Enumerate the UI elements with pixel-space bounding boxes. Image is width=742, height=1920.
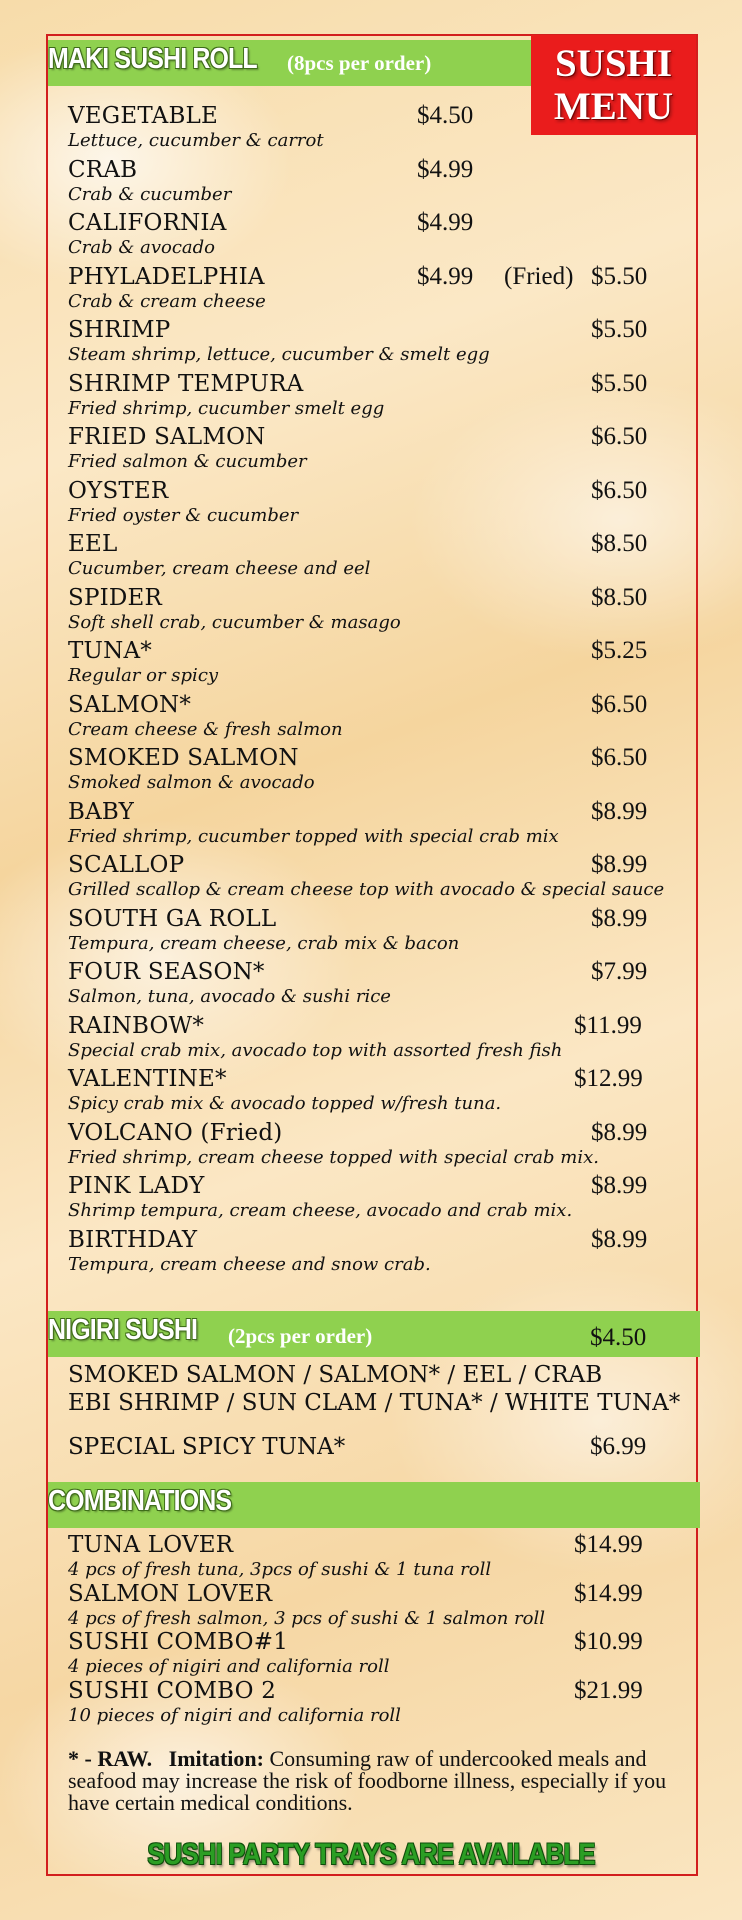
item-price: $6.50: [591, 423, 648, 450]
menu-item: [68, 262, 688, 316]
menu-item: [68, 1171, 688, 1225]
menu-item: [68, 476, 688, 530]
item-description: Shrimp tempura, cream cheese, avocado and crab mix.: [68, 1200, 573, 1221]
item-price: $6.50: [591, 744, 648, 771]
item-price: $8.99: [591, 1118, 648, 1146]
menu-item: [68, 1064, 688, 1118]
item-description: Tempura, cream cheese and snow crab.: [68, 1253, 431, 1275]
item-name: PINK LADY: [68, 1173, 205, 1199]
item-price: $6.50: [591, 476, 648, 504]
menu-item: [68, 690, 688, 744]
item-price: $8.50: [591, 530, 648, 557]
item-price: $10.99: [574, 1628, 643, 1655]
item-price: $4.50: [417, 102, 474, 129]
menu-item: [68, 904, 688, 958]
menu-item: [68, 636, 688, 690]
item-price: $14.99: [574, 1531, 643, 1558]
item-name: BABY: [68, 798, 134, 825]
item-price: $5.25: [591, 637, 648, 664]
nigiri-title: NIGIRI SUSHI: [48, 1314, 198, 1346]
imitation-label: Imitation:: [168, 1746, 264, 1771]
item-description: Smoked salmon & avocado: [68, 772, 315, 793]
item-description: 4 pieces of nigiri and california roll: [68, 1656, 390, 1677]
item-description: Spicy crab mix & avocado topped w/fresh tuna.: [68, 1093, 502, 1114]
item-alt-label: (Fried): [504, 262, 574, 290]
item-price: $8.99: [591, 851, 648, 878]
item-price: $5.50: [591, 316, 648, 343]
item-description: Fried oyster & cucumber: [68, 504, 299, 526]
item-price: $4.99: [417, 262, 474, 290]
menu-item: [68, 1225, 688, 1279]
item-name: CRAB: [68, 156, 138, 183]
item-price: $8.50: [591, 583, 648, 611]
menu-item: [68, 1011, 688, 1065]
item-description: 4 pcs of fresh salmon, 3 pcs of sushi & 1 salmon roll: [68, 1607, 546, 1629]
menu-item: [68, 208, 688, 262]
item-price: $4.99: [417, 155, 474, 183]
item-name: TUNA LOVER: [68, 1532, 234, 1558]
menu-item: [68, 1627, 688, 1681]
item-price: $8.99: [591, 797, 648, 825]
item-price: $5.50: [591, 369, 648, 397]
item-description: Regular or spicy: [68, 665, 219, 686]
menu-item: [68, 529, 688, 583]
item-alt-price: $5.50: [591, 262, 648, 290]
item-name: SALMON*: [68, 691, 192, 718]
item-description: Fried shrimp, cream cheese topped with special crab mix.: [68, 1146, 599, 1168]
disclaimer-text: Consuming raw of undercooked meals and seafood may increase the risk of foodborne illness, especially if you have certain medical conditions.: [68, 1746, 667, 1815]
item-price: $6.50: [591, 690, 648, 718]
item-price: $8.99: [591, 1172, 648, 1199]
item-description: 4 pcs of fresh tuna, 3pcs of sushi & 1 tuna roll: [68, 1559, 492, 1580]
item-price: $21.99: [574, 1676, 643, 1704]
item-description: Grilled scallop & cream cheese top with avocado & special sauce: [68, 879, 665, 900]
menu-item: [68, 850, 688, 904]
menu-item: [68, 315, 688, 369]
item-name: SOUTH GA ROLL: [68, 905, 277, 932]
item-price: $11.99: [574, 1011, 642, 1039]
item-description: 10 pieces of nigiri and california roll: [68, 1704, 401, 1726]
item-name: RAINBOW*: [68, 1012, 205, 1039]
item-name: TUNA*: [68, 638, 152, 664]
menu-item: [68, 1676, 688, 1730]
item-name: SMOKED SALMON: [68, 745, 299, 771]
item-name: SALMON LOVER: [68, 1580, 273, 1607]
party-trays-banner: SUSHI PARTY TRAYS ARE AVAILABLE: [147, 1838, 595, 1871]
special-spicy-tuna-price: $6.99: [590, 1433, 647, 1460]
item-description: Fried shrimp, cucumber smelt egg: [68, 397, 385, 419]
item-name: BIRTHDAY: [68, 1226, 198, 1253]
item-name: SPIDER: [68, 584, 163, 611]
maki-subtitle: (8pcs per order): [287, 51, 432, 75]
raw-disclaimer: [68, 1748, 688, 1814]
item-description: Crab & cucumber: [68, 183, 232, 205]
raw-label: * - RAW.: [68, 1746, 153, 1771]
item-name: VALENTINE*: [68, 1066, 227, 1092]
item-name: OYSTER: [68, 477, 169, 504]
nigiri-price: $4.50: [590, 1324, 647, 1351]
nigiri-line1: SMOKED SALMON / SALMON* / EEL / CRAB: [68, 1362, 603, 1388]
item-name: SHRIMP TEMPURA: [68, 370, 304, 397]
item-price: $12.99: [574, 1065, 643, 1092]
item-description: Lettuce, cucumber & carrot: [68, 130, 324, 151]
item-name: EEL: [68, 531, 118, 557]
menu-item: [68, 101, 688, 155]
special-spicy-tuna-name: SPECIAL SPICY TUNA*: [68, 1434, 346, 1460]
item-name: SUSHI COMBO 2: [68, 1677, 277, 1704]
item-name: VEGETABLE: [68, 103, 219, 129]
item-name: FOUR SEASON*: [68, 959, 265, 985]
item-price: $8.99: [591, 904, 648, 932]
item-description: Cream cheese & fresh salmon: [68, 718, 343, 740]
item-description: Fried shrimp, cucumber topped with special crab mix: [68, 825, 559, 847]
item-description: Soft shell crab, cucumber & masago: [68, 611, 401, 633]
item-name: CALIFORNIA: [68, 210, 227, 236]
menu-item: [68, 957, 688, 1011]
item-name: FRIED SALMON: [68, 424, 266, 450]
combinations-title: COMBINATIONS: [48, 1485, 232, 1517]
menu-item: [68, 797, 688, 851]
nigiri-line2: EBI SHRIMP / SUN CLAM / TUNA* / WHITE TUNA*: [68, 1390, 681, 1416]
menu-item: [68, 1530, 688, 1584]
menu-item: [68, 1118, 688, 1172]
badge-line1: SUSHI: [554, 42, 673, 85]
menu-item: [68, 743, 688, 797]
item-price: $8.99: [591, 1225, 648, 1253]
menu-item: [68, 422, 688, 476]
item-name: SHRIMP: [68, 317, 171, 343]
item-price: $7.99: [591, 958, 648, 985]
badge-line2: MENU: [553, 85, 674, 128]
item-description: Special crab mix, avocado top with assorted fresh fish: [68, 1039, 563, 1061]
nigiri-subtitle: (2pcs per order): [228, 1324, 373, 1348]
menu-item: [68, 369, 688, 423]
item-description: Cucumber, cream cheese and eel: [68, 558, 371, 579]
item-name: PHYLADELPHIA: [68, 263, 265, 290]
item-description: Steam shrimp, lettuce, cucumber & smelt egg: [68, 344, 490, 365]
item-description: Salmon, tuna, avocado & sushi rice: [68, 986, 391, 1007]
item-description: Tempura, cream cheese, crab mix & bacon: [68, 932, 460, 954]
item-description: Fried salmon & cucumber: [68, 451, 307, 472]
item-name: SCALLOP: [68, 852, 185, 878]
item-name: SUSHI COMBO#1: [68, 1629, 289, 1655]
item-description: Crab & avocado: [68, 237, 216, 258]
maki-title: MAKI SUSHI ROLL: [48, 43, 257, 75]
item-price: $14.99: [574, 1579, 643, 1607]
item-price: $4.99: [417, 209, 474, 236]
menu-item: [68, 155, 688, 209]
item-description: Crab & cream cheese: [68, 290, 266, 312]
menu-item: [68, 1579, 688, 1633]
menu-item: [68, 583, 688, 637]
item-name: VOLCANO (Fried): [68, 1119, 283, 1146]
